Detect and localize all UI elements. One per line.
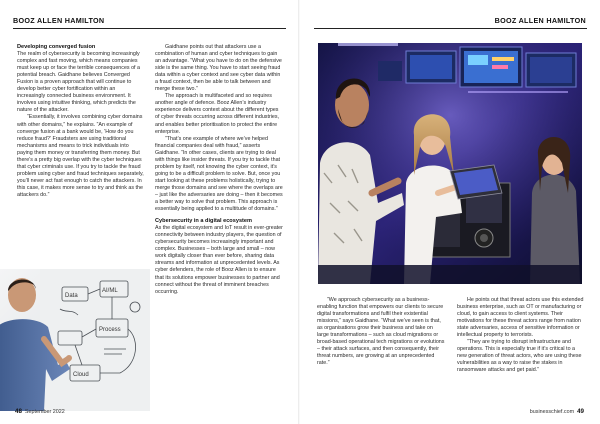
paragraph: Gaidhane points out that attackers use a combination of human and cyber techniques to gain an advantage. “What you have to do on the defensive side is the same thing. You have to start seeing fraud data within a cyber context and see cyber data within a fraud context, then be able to talk between and merge these two.” xyxy=(155,44,282,93)
whiteboard-photo xyxy=(0,269,150,411)
whiteboard-text: Process xyxy=(99,327,121,333)
paragraph: The realm of cybersecurity is becoming increasingly complex and fast moving, which means companies must keep up or face the terrible consequences of a potential breach. Gaidhane believes Converged Fusion is a proven approach that will continue to develop better cyber fortification within an increasingly connected business environment. It involves using intuitive thinking, which predicts the nature of the attacker. xyxy=(17,51,140,114)
running-head-left: BOOZ ALLEN HAMILTON xyxy=(13,16,105,25)
left-column-1 xyxy=(17,44,145,199)
page-number-left: 48 xyxy=(15,408,22,415)
right-column-1 xyxy=(317,297,445,367)
running-head-right: BOOZ ALLEN HAMILTON xyxy=(494,16,586,25)
site-url: businesschief.com xyxy=(529,409,575,415)
section-heading-converged-fusion: Developing converged fusion xyxy=(17,44,96,50)
whiteboard-text: Cloud xyxy=(73,372,89,378)
right-column-2 xyxy=(457,297,585,375)
paragraph: “They are trying to disrupt infrastructure and operations. This is especially true if it’s critical to a new generation of threat actors, who are using these vulnerabilities as a way to raise the stakes in ransomware attacks and get paid.” xyxy=(457,339,582,374)
footer-right xyxy=(530,408,584,415)
paragraph: “That’s one example of where we’ve helped financial companies deal with fraud,” asserts Gaidhane. “In other cases, clients are trying to deal with things like insider threats. If you try to tackle that problem by itself, not knowing the cyber context, it’s going to be a difficult problem to solve. But, once you start looking at these problems holistically, trying to merge those domains and see where the overlaps are – just like the adversaries are doing – then it becomes a better way to solve that problem. This approach is essentially being applied to a multitude of domains.” xyxy=(155,135,283,213)
paragraph: He points out that threat actors use this extended business enterprise, such as OT or manufacturing or cloud, to gain access to client systems. Their motivations for these threat actors range from nation state adversaries, access of sensitive information or intellectual property to terrorists. xyxy=(457,297,584,339)
section-heading-digital-ecosystem: Cybersecurity in a digital ecosystem xyxy=(155,218,252,225)
footer-left xyxy=(15,408,65,415)
left-column-2 xyxy=(155,44,283,296)
header-rule-left xyxy=(13,28,286,29)
header-rule-right xyxy=(314,28,587,29)
lab-team-photo xyxy=(318,43,582,284)
issue-date: September 2022 xyxy=(24,409,65,415)
paragraph: “Essentially, it involves combining cyber domains with other domains,” he explains. “An example of converge fusion at a bank would be, ‘How do you reduce fraud?’ Fraudsters are using traditional mechanisms and means to trick individuals into paying them money or transferring them money. But there’s a pretty big overlap with the cyber techniques that cyber criminals use. If you try to tackle the fraud problem using cyber and fraud techniques separately, you’ll never act fast enough to catch the attackers. In this case, it makes more sense to try and think as the attackers do.” xyxy=(17,114,144,198)
right-page xyxy=(300,0,600,424)
paragraph: The approach is multifaceted and so requires another angle of defence. Booz Allen’s industry experience delivers context about the different types of cyber threats occurring across different industries, and enables better prioritisation to protect the entire enterprise. xyxy=(155,93,280,135)
page-number-right: 49 xyxy=(577,408,584,415)
whiteboard-text: Data xyxy=(65,293,78,299)
paragraph: As the digital ecosystem and IoT result in ever-greater connectivity between industry players, the question of cybersecurity becomes increasingly important and complex. Businesses – both large and small – now work digitally closer than ever before, sharing data streams and information at unprecedented levels. As cyber defenders, the role of Booz Allen is to ensure that its solutions empower businesses to partner and connect without the threat of imminent breaches occurring. xyxy=(155,225,283,295)
whiteboard-text: AI/ML xyxy=(102,288,118,294)
paragraph: “We approach cybersecurity as a business-enabling function that empowers our clients to secure digital transformations and fulfil their existential missions,” says Gaidhane. “What we’ve seen is that, as organisations grow their business and take on large transformations – such as cloud migrations or broad-based operational tech migrations or evolutions – their attack surfaces, and then consequently, their threat numbers, are growing at an unprecedented rate.” xyxy=(317,297,445,367)
